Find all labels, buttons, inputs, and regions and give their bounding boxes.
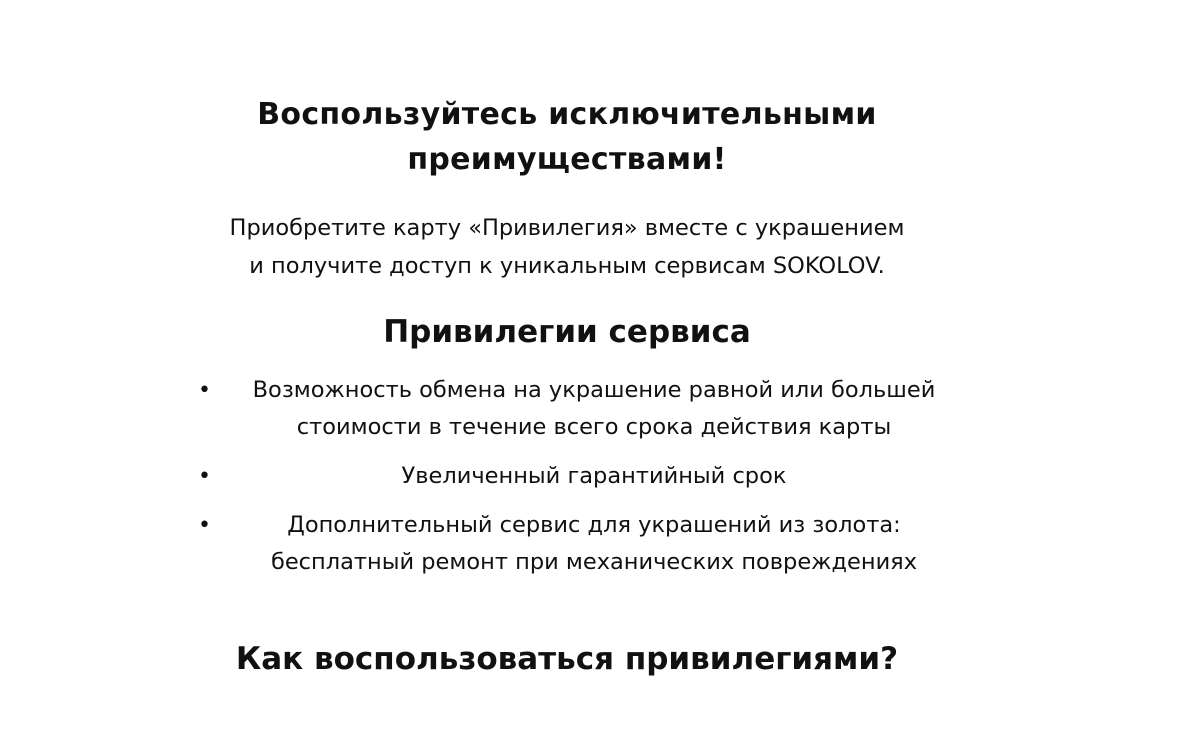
benefit-text (194, 458, 994, 495)
how-to-use-heading: Как воспользоваться привилегиями? (235, 641, 899, 677)
benefit-item-exchange (194, 372, 994, 446)
benefit-text (194, 372, 994, 446)
headline-line-2: преимуществами! (407, 142, 727, 177)
headline-line-1: Воспользуйтесь исключительными (257, 97, 877, 132)
benefit-line: Дополнительный сервис для украшений из золота: (287, 512, 901, 538)
headline (167, 92, 967, 182)
bullet-icon: • (198, 464, 211, 489)
intro-line-1: Приобретите карту «Привилегия» вместе с украшением (229, 215, 905, 241)
benefit-line: Увеличенный гарантийный срок (401, 463, 787, 489)
bullet-icon: • (198, 378, 211, 403)
bullet-icon: • (198, 513, 211, 538)
intro-text (167, 209, 967, 285)
section-title: Привилегии сервиса (383, 314, 751, 350)
benefit-item-warranty (194, 458, 994, 495)
benefits-list (194, 372, 994, 593)
benefit-line: Возможность обмена на украшение равной или большей (252, 377, 936, 403)
benefit-line: бесплатный ремонт при механических повреждениях (270, 549, 918, 575)
intro-line-2: и получите доступ к уникальным сервисам SOKOLOV. (249, 253, 885, 279)
benefit-text (194, 507, 994, 581)
benefit-line: стоимости в течение всего срока действия карты (296, 414, 892, 440)
benefit-item-repair (194, 507, 994, 581)
